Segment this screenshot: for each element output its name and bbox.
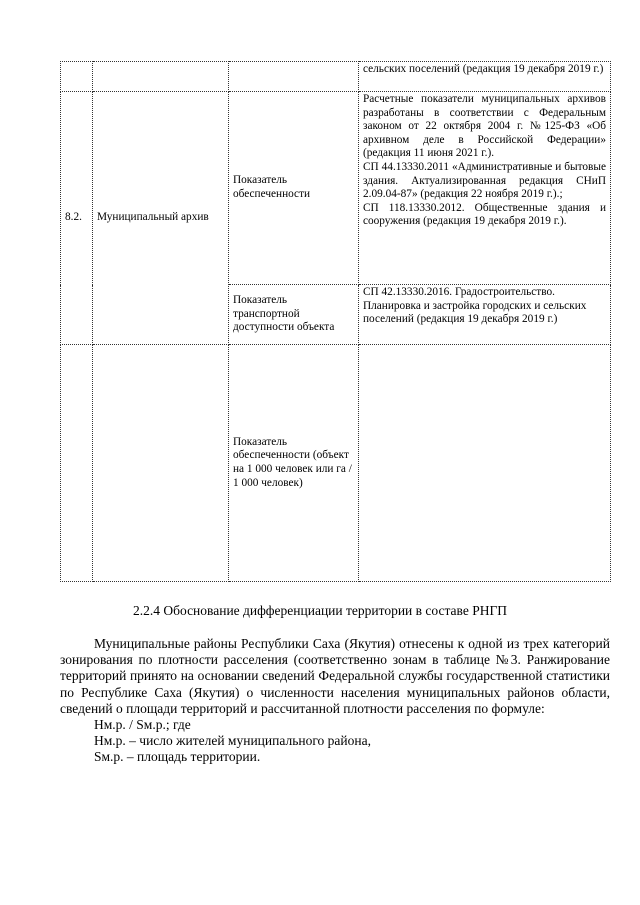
indicator-cell: Показатель обеспеченности [229, 92, 359, 285]
table-row [61, 92, 611, 285]
section-heading: 2.2.4 Обоснование дифференциации территории в составе РНГП [132, 603, 508, 618]
source-cell [359, 92, 611, 285]
indicator-cell: Показатель транспортной доступности объекта [229, 285, 359, 345]
table-row [61, 62, 611, 92]
formula-line: Нм.р. / Sм.р.; где [94, 717, 191, 733]
standards-table [60, 61, 611, 582]
row-number-cell [61, 62, 93, 92]
body-paragraph: Муниципальные районы Республики Саха (Якутия) отнесены к одной из трех категорий зонирования по плотности расселения (соответственно зонам в таблице №3. Ранжирование территорий принято на основании сведений Федеральной службы государственной статистики по Республике Саха (Якутия) о численности населения муниципальных районов области, сведений о площади территорий и рассчитанной плотности расселения по формуле: [60, 636, 610, 716]
definition-line: Нм.р. – число жителей муниципального района, [94, 733, 371, 749]
definition-line: Sм.р. – площадь территории. [94, 749, 261, 765]
object-name-cell [93, 345, 229, 582]
source-cell: СП 42.13330.2016. Градостроительство. Планировка и застройка городских и сельских поселений (редакция 19 декабря 2019 г.) [359, 285, 611, 345]
source-paragraph: СП 118.13330.2012. Общественные здания и сооружения (редакция 19 декабря 2019 г.). [363, 201, 606, 228]
source-paragraph: Расчетные показатели муниципальных архивов разработаны в соответствии с Федеральным законом от 22 октября 2004 г. №125-ФЗ «Об архивном деле в Российской Федерации» (редакция 11 июня 2021 г.). [363, 93, 606, 160]
source-cell: сельских поселений (редакция 19 декабря 2019 г.) [359, 62, 611, 92]
source-cell [359, 345, 611, 582]
row-number-cell [61, 345, 93, 582]
object-name-cell: Муниципальный архив [93, 92, 229, 345]
table-row [61, 345, 611, 582]
section-body [60, 636, 610, 766]
object-name-cell [93, 62, 229, 92]
source-paragraph: СП 44.13330.2011 «Административные и бытовые здания. Актуализированная редакция СНиП 2.09.04-87» (редакция 22 ноября 2019 г.).; [363, 160, 606, 201]
indicator-cell [229, 62, 359, 92]
row-number-cell: 8.2. [61, 92, 93, 345]
indicator-cell: Показатель обеспеченности (объект на 1 000 человек или га / 1 000 человек) [229, 345, 359, 582]
